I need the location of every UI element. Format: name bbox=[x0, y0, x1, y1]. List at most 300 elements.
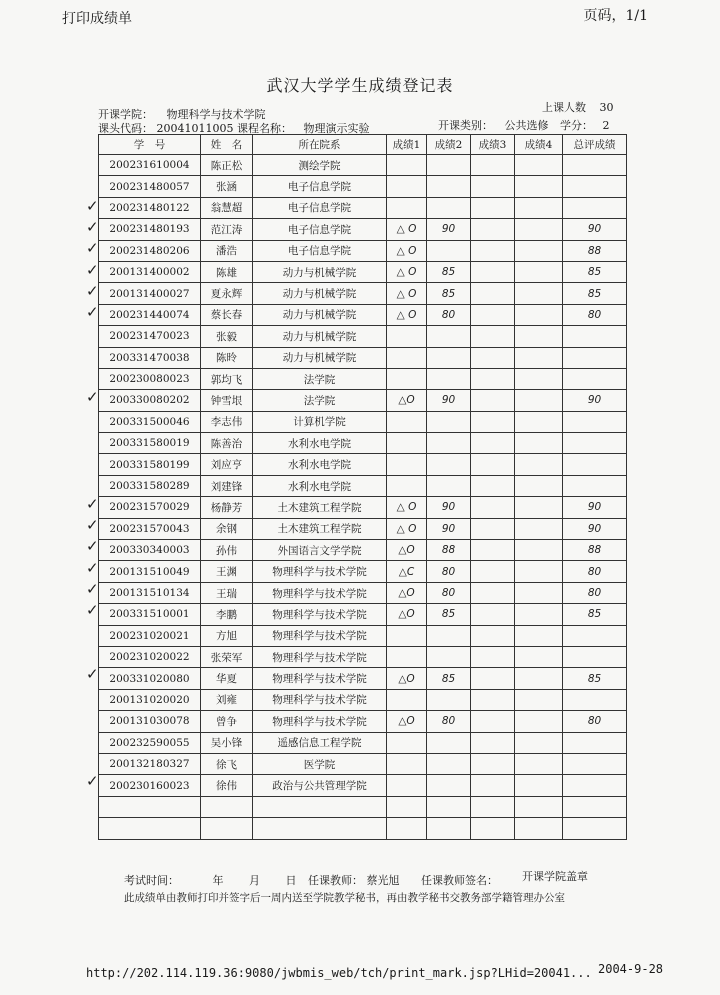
table-row bbox=[99, 625, 627, 646]
student-name-cell: 华夏 bbox=[201, 668, 253, 689]
total-grade-cell bbox=[563, 368, 627, 389]
grade2-cell bbox=[427, 197, 471, 218]
total-grade-cell bbox=[563, 689, 627, 710]
department-cell: 法学院 bbox=[253, 390, 387, 411]
checkmark-icon: ✓ bbox=[86, 665, 99, 684]
year-label: 年 bbox=[212, 874, 224, 887]
blank-row bbox=[99, 818, 627, 839]
grade1-cell bbox=[387, 368, 427, 389]
student-name-cell: 李鹏 bbox=[201, 604, 253, 625]
grade4-cell bbox=[515, 411, 563, 432]
grade3-cell bbox=[471, 219, 515, 240]
department-cell: 电子信息学院 bbox=[253, 240, 387, 261]
department-cell: 政治与公共管理学院 bbox=[253, 775, 387, 796]
student-id-cell: 200331580289 bbox=[99, 475, 201, 496]
grade4-cell bbox=[515, 518, 563, 539]
department-cell: 电子信息学院 bbox=[253, 197, 387, 218]
grade4-cell bbox=[515, 454, 563, 475]
student-id-cell: 200131510134 bbox=[99, 582, 201, 603]
grade3-cell bbox=[471, 753, 515, 774]
grade2-cell bbox=[427, 433, 471, 454]
grade4-cell bbox=[515, 775, 563, 796]
table-row bbox=[99, 390, 627, 411]
print-transcript-header: 打印成绩单 bbox=[62, 11, 132, 27]
department-cell: 水利水电学院 bbox=[253, 433, 387, 454]
student-name-cell: 李志伟 bbox=[201, 411, 253, 432]
grade3-cell bbox=[471, 411, 515, 432]
course-name-label: 课程名称： bbox=[236, 122, 292, 135]
table-row bbox=[99, 326, 627, 347]
student-id-cell: 200231440074 bbox=[99, 304, 201, 325]
student-name-cell: 陈雄 bbox=[201, 261, 253, 282]
header-grade2: 成绩2 bbox=[427, 135, 471, 155]
student-name-cell: 王瑞 bbox=[201, 582, 253, 603]
grade1-cell bbox=[387, 625, 427, 646]
total-grade-cell bbox=[563, 176, 627, 197]
grade2-cell: 80 bbox=[427, 561, 471, 582]
category-info bbox=[438, 117, 610, 133]
grade2-cell: 90 bbox=[427, 219, 471, 240]
grade2-cell: 80 bbox=[427, 582, 471, 603]
grade3-cell bbox=[471, 283, 515, 304]
grade2-cell: 85 bbox=[427, 283, 471, 304]
grade4-cell bbox=[515, 582, 563, 603]
student-id-cell: 200131030078 bbox=[99, 711, 201, 732]
grade3-cell bbox=[471, 497, 515, 518]
total-grade-cell: 85 bbox=[563, 604, 627, 625]
total-grade-cell bbox=[563, 326, 627, 347]
checkmark-icon: ✓ bbox=[86, 217, 99, 236]
table-row bbox=[99, 604, 627, 625]
blank-cell bbox=[201, 796, 253, 817]
grade4-cell bbox=[515, 711, 563, 732]
total-grade-cell bbox=[563, 475, 627, 496]
student-id-cell: 200231570029 bbox=[99, 497, 201, 518]
grade1-cell bbox=[387, 732, 427, 753]
student-id-cell: 200232590055 bbox=[99, 732, 201, 753]
student-name-cell: 王渊 bbox=[201, 561, 253, 582]
college-label: 开课学院： bbox=[98, 108, 153, 121]
table-row bbox=[99, 475, 627, 496]
grade3-cell bbox=[471, 561, 515, 582]
grade3-cell bbox=[471, 775, 515, 796]
table-row bbox=[99, 454, 627, 475]
header-grade4: 成绩4 bbox=[515, 135, 563, 155]
grade4-cell bbox=[515, 540, 563, 561]
blank-cell bbox=[201, 818, 253, 839]
grade3-cell bbox=[471, 304, 515, 325]
student-id-cell: 200131400027 bbox=[99, 283, 201, 304]
checkmark-icon: ✓ bbox=[86, 494, 99, 513]
grade1-cell: △C bbox=[387, 561, 427, 582]
blank-row bbox=[99, 796, 627, 817]
grade3-cell bbox=[471, 326, 515, 347]
checkmark-icon: ✓ bbox=[86, 196, 99, 215]
submission-note: 此成绩单由教师打印并签字后一周内送至学院教学秘书，再由教学秘书交教务部学籍管理办公室 bbox=[124, 892, 565, 904]
grade3-cell bbox=[471, 732, 515, 753]
grade4-cell bbox=[515, 368, 563, 389]
student-id-cell: 200231480057 bbox=[99, 176, 201, 197]
checkmark-icon: ✓ bbox=[86, 580, 99, 598]
grade2-cell: 90 bbox=[427, 518, 471, 539]
grade3-cell bbox=[471, 668, 515, 689]
grade3-cell bbox=[471, 711, 515, 732]
grade3-cell bbox=[471, 454, 515, 475]
grade3-cell bbox=[471, 625, 515, 646]
grade3-cell bbox=[471, 646, 515, 667]
grade4-cell bbox=[515, 561, 563, 582]
grade1-cell: △ O bbox=[387, 261, 427, 282]
total-grade-cell bbox=[563, 454, 627, 475]
grade1-cell bbox=[387, 347, 427, 368]
grade4-cell bbox=[515, 732, 563, 753]
teacher-label: 任课教师： bbox=[308, 874, 363, 887]
grade2-cell bbox=[427, 326, 471, 347]
grade2-cell: 85 bbox=[427, 668, 471, 689]
department-cell: 电子信息学院 bbox=[253, 176, 387, 197]
student-id-cell: 200331580199 bbox=[99, 454, 201, 475]
blank-cell bbox=[471, 818, 515, 839]
student-name-cell: 余钢 bbox=[201, 518, 253, 539]
grade1-cell bbox=[387, 753, 427, 774]
teacher-value: 蔡光旭 bbox=[366, 874, 400, 887]
grade1-cell: △ O bbox=[387, 219, 427, 240]
credit-label: 学分： bbox=[560, 119, 593, 132]
table-row bbox=[99, 775, 627, 796]
grade2-cell: 88 bbox=[427, 540, 471, 561]
grades-table bbox=[98, 134, 627, 840]
student-id-cell: 200231470023 bbox=[99, 326, 201, 347]
grade2-cell bbox=[427, 732, 471, 753]
credit-value: 2 bbox=[602, 119, 610, 132]
student-id-cell: 200231020022 bbox=[99, 646, 201, 667]
grade2-cell bbox=[427, 368, 471, 389]
blank-cell bbox=[563, 796, 627, 817]
grade4-cell bbox=[515, 176, 563, 197]
student-id-cell: 200230080023 bbox=[99, 368, 201, 389]
print-date: 2004-9-28 bbox=[598, 962, 664, 976]
course-name-value: 物理演示实验 bbox=[303, 122, 370, 135]
total-grade-cell bbox=[563, 775, 627, 796]
total-grade-cell bbox=[563, 433, 627, 454]
exam-time-line bbox=[124, 872, 498, 888]
grade3-cell bbox=[471, 475, 515, 496]
grade1-cell bbox=[387, 689, 427, 710]
blank-cell bbox=[563, 818, 627, 839]
total-grade-cell: 85 bbox=[563, 283, 627, 304]
student-name-cell: 曾争 bbox=[201, 711, 253, 732]
blank-cell bbox=[387, 818, 427, 839]
checkmark-icon: ✓ bbox=[86, 601, 99, 620]
student-name-cell: 范江涛 bbox=[201, 219, 253, 240]
grade1-cell bbox=[387, 176, 427, 197]
table-row bbox=[99, 197, 627, 218]
total-grade-cell bbox=[563, 411, 627, 432]
department-cell: 物理科学与技术学院 bbox=[253, 582, 387, 603]
grade2-cell: 80 bbox=[427, 711, 471, 732]
table-row bbox=[99, 646, 627, 667]
grade1-cell: △O bbox=[387, 604, 427, 625]
header-name: 姓 名 bbox=[201, 135, 253, 155]
grade1-cell: △ O bbox=[387, 518, 427, 539]
total-grade-cell bbox=[563, 753, 627, 774]
grade4-cell bbox=[515, 197, 563, 218]
student-name-cell: 郭均飞 bbox=[201, 368, 253, 389]
department-cell: 动力与机械学院 bbox=[253, 347, 387, 368]
exam-time-label: 考试时间： bbox=[124, 874, 179, 887]
grade1-cell: △O bbox=[387, 668, 427, 689]
department-cell: 物理科学与技术学院 bbox=[253, 625, 387, 646]
student-name-cell: 翁慧超 bbox=[201, 197, 253, 218]
grade2-cell bbox=[427, 475, 471, 496]
page-title: 武汉大学学生成绩登记表 bbox=[266, 76, 454, 95]
department-cell: 水利水电学院 bbox=[253, 475, 387, 496]
seal-label: 开课学院盖章 bbox=[522, 870, 588, 883]
total-grade-cell bbox=[563, 347, 627, 368]
grade4-cell bbox=[515, 240, 563, 261]
grade4-cell bbox=[515, 283, 563, 304]
total-grade-cell: 85 bbox=[563, 261, 627, 282]
grade1-cell bbox=[387, 475, 427, 496]
table-header-row bbox=[99, 135, 627, 155]
total-grade-cell bbox=[563, 197, 627, 218]
blank-cell bbox=[515, 818, 563, 839]
grade1-cell: △O bbox=[387, 390, 427, 411]
table-row bbox=[99, 753, 627, 774]
grade4-cell bbox=[515, 304, 563, 325]
grade1-cell bbox=[387, 155, 427, 176]
table-row bbox=[99, 219, 627, 240]
department-cell: 遥感信息工程学院 bbox=[253, 732, 387, 753]
blank-cell bbox=[387, 796, 427, 817]
grade4-cell bbox=[515, 433, 563, 454]
grade4-cell bbox=[515, 753, 563, 774]
grade3-cell bbox=[471, 604, 515, 625]
student-id-cell: 200330340003 bbox=[99, 540, 201, 561]
student-name-cell: 陈正松 bbox=[201, 155, 253, 176]
grade3-cell bbox=[471, 240, 515, 261]
blank-cell bbox=[253, 818, 387, 839]
student-name-cell: 刘雍 bbox=[201, 689, 253, 710]
blank-cell bbox=[99, 796, 201, 817]
grade3-cell bbox=[471, 582, 515, 603]
grade2-cell bbox=[427, 689, 471, 710]
department-cell: 物理科学与技术学院 bbox=[253, 604, 387, 625]
blank-cell bbox=[427, 796, 471, 817]
total-grade-cell bbox=[563, 646, 627, 667]
department-cell: 物理科学与技术学院 bbox=[253, 689, 387, 710]
total-grade-cell bbox=[563, 732, 627, 753]
department-cell: 土木建筑工程学院 bbox=[253, 497, 387, 518]
student-name-cell: 杨静芳 bbox=[201, 497, 253, 518]
grade1-cell: △ O bbox=[387, 304, 427, 325]
department-cell: 动力与机械学院 bbox=[253, 283, 387, 304]
header-student-id: 学 号 bbox=[99, 135, 201, 155]
student-name-cell: 钟雪垠 bbox=[201, 390, 253, 411]
department-cell: 土木建筑工程学院 bbox=[253, 518, 387, 539]
student-name-cell: 徐飞 bbox=[201, 753, 253, 774]
grade4-cell bbox=[515, 326, 563, 347]
checkmark-icon: ✓ bbox=[86, 558, 99, 577]
student-id-cell: 200132180327 bbox=[99, 753, 201, 774]
table-row bbox=[99, 582, 627, 603]
checkmark-icon: ✓ bbox=[86, 771, 99, 790]
grade3-cell bbox=[471, 368, 515, 389]
department-cell: 物理科学与技术学院 bbox=[253, 561, 387, 582]
total-grade-cell bbox=[563, 625, 627, 646]
total-grade-cell: 90 bbox=[563, 497, 627, 518]
grade2-cell bbox=[427, 240, 471, 261]
grade2-cell: 85 bbox=[427, 604, 471, 625]
department-cell: 物理科学与技术学院 bbox=[253, 711, 387, 732]
student-name-cell: 刘应亨 bbox=[201, 454, 253, 475]
grade1-cell: △O bbox=[387, 540, 427, 561]
total-grade-cell: 90 bbox=[563, 219, 627, 240]
student-id-cell: 200131020020 bbox=[99, 689, 201, 710]
grade3-cell bbox=[471, 689, 515, 710]
table-row bbox=[99, 689, 627, 710]
grade1-cell bbox=[387, 775, 427, 796]
grade4-cell bbox=[515, 475, 563, 496]
grade3-cell bbox=[471, 433, 515, 454]
checkmark-icon: ✓ bbox=[86, 303, 99, 322]
course-code-value: 20041011005 bbox=[156, 122, 234, 135]
grade1-cell bbox=[387, 454, 427, 475]
table-row bbox=[99, 368, 627, 389]
grade4-cell bbox=[515, 155, 563, 176]
table-row bbox=[99, 411, 627, 432]
table-row bbox=[99, 668, 627, 689]
grade1-cell bbox=[387, 326, 427, 347]
department-cell: 电子信息学院 bbox=[253, 219, 387, 240]
table-row bbox=[99, 261, 627, 282]
student-id-cell: 200230160023 bbox=[99, 775, 201, 796]
grade2-cell bbox=[427, 347, 471, 368]
student-id-cell: 200331510001 bbox=[99, 604, 201, 625]
department-cell: 物理科学与技术学院 bbox=[253, 646, 387, 667]
grade2-cell bbox=[427, 646, 471, 667]
student-id-cell: 200331020080 bbox=[99, 668, 201, 689]
table-row bbox=[99, 155, 627, 176]
student-id-cell: 200231480206 bbox=[99, 240, 201, 261]
grade1-cell bbox=[387, 411, 427, 432]
table-row bbox=[99, 732, 627, 753]
department-cell: 物理科学与技术学院 bbox=[253, 668, 387, 689]
header-total: 总评成绩 bbox=[563, 135, 627, 155]
grade2-cell bbox=[427, 454, 471, 475]
table-row bbox=[99, 540, 627, 561]
enrolled-info bbox=[542, 99, 614, 115]
college-value: 物理科学与技术学院 bbox=[166, 108, 266, 121]
grade4-cell bbox=[515, 219, 563, 240]
grade1-cell: △O bbox=[387, 711, 427, 732]
department-cell: 水利水电学院 bbox=[253, 454, 387, 475]
page-number: 页码，1/1 bbox=[583, 8, 648, 24]
grade2-cell bbox=[427, 775, 471, 796]
student-name-cell: 潘浩 bbox=[201, 240, 253, 261]
grade2-cell bbox=[427, 155, 471, 176]
checkmark-icon: ✓ bbox=[86, 516, 99, 535]
header-grade3: 成绩3 bbox=[471, 135, 515, 155]
table-row bbox=[99, 304, 627, 325]
grade3-cell bbox=[471, 261, 515, 282]
month-label: 月 bbox=[249, 874, 260, 887]
student-name-cell: 孙伟 bbox=[201, 540, 253, 561]
category-value: 公共选修 bbox=[504, 119, 549, 132]
table-row bbox=[99, 283, 627, 304]
grade2-cell bbox=[427, 411, 471, 432]
department-cell: 计算机学院 bbox=[253, 411, 387, 432]
student-name-cell: 张荣军 bbox=[201, 646, 253, 667]
table-row bbox=[99, 518, 627, 539]
student-name-cell: 陈善治 bbox=[201, 433, 253, 454]
grade3-cell bbox=[471, 155, 515, 176]
student-name-cell: 张毅 bbox=[201, 326, 253, 347]
table-row bbox=[99, 347, 627, 368]
grade4-cell bbox=[515, 604, 563, 625]
grade4-cell bbox=[515, 497, 563, 518]
grade2-cell bbox=[427, 625, 471, 646]
total-grade-cell: 90 bbox=[563, 390, 627, 411]
total-grade-cell: 88 bbox=[563, 240, 627, 261]
page-url: http://202.114.119.36:9080/jwbmis_web/tch/print_mark.jsp?LHid=20041... bbox=[86, 966, 592, 980]
grade2-cell: 80 bbox=[427, 304, 471, 325]
table-row bbox=[99, 711, 627, 732]
student-name-cell: 刘建锋 bbox=[201, 475, 253, 496]
department-cell: 动力与机械学院 bbox=[253, 261, 387, 282]
total-grade-cell: 90 bbox=[563, 518, 627, 539]
student-id-cell: 200331580019 bbox=[99, 433, 201, 454]
grade4-cell bbox=[515, 261, 563, 282]
table-row bbox=[99, 561, 627, 582]
blank-cell bbox=[99, 818, 201, 839]
enrolled-label: 上课人数 bbox=[542, 101, 586, 114]
category-label: 开课类别： bbox=[438, 119, 493, 132]
header-grade1: 成绩1 bbox=[387, 135, 427, 155]
grade1-cell bbox=[387, 433, 427, 454]
student-id-cell: 200231020021 bbox=[99, 625, 201, 646]
grade1-cell: △O bbox=[387, 582, 427, 603]
total-grade-cell: 80 bbox=[563, 582, 627, 603]
blank-cell bbox=[253, 796, 387, 817]
student-id-cell: 200231480193 bbox=[99, 219, 201, 240]
total-grade-cell bbox=[563, 155, 627, 176]
grade4-cell bbox=[515, 668, 563, 689]
student-id-cell: 200231480122 bbox=[99, 197, 201, 218]
student-id-cell: 200330080202 bbox=[99, 390, 201, 411]
grade3-cell bbox=[471, 197, 515, 218]
department-cell: 动力与机械学院 bbox=[253, 326, 387, 347]
total-grade-cell: 80 bbox=[563, 561, 627, 582]
grade4-cell bbox=[515, 390, 563, 411]
grade3-cell bbox=[471, 518, 515, 539]
grade2-cell: 85 bbox=[427, 261, 471, 282]
table-row bbox=[99, 176, 627, 197]
checkmark-icon: ✓ bbox=[86, 537, 99, 556]
grade4-cell bbox=[515, 689, 563, 710]
grade4-cell bbox=[515, 646, 563, 667]
department-cell: 法学院 bbox=[253, 368, 387, 389]
student-id-cell: 200231570043 bbox=[99, 518, 201, 539]
blank-cell bbox=[515, 796, 563, 817]
grade2-cell: 90 bbox=[427, 497, 471, 518]
blank-cell bbox=[427, 818, 471, 839]
table-row bbox=[99, 240, 627, 261]
grade3-cell bbox=[471, 540, 515, 561]
student-name-cell: 夏永辉 bbox=[201, 283, 253, 304]
grade1-cell: △ O bbox=[387, 497, 427, 518]
header-department: 所在院系 bbox=[253, 135, 387, 155]
